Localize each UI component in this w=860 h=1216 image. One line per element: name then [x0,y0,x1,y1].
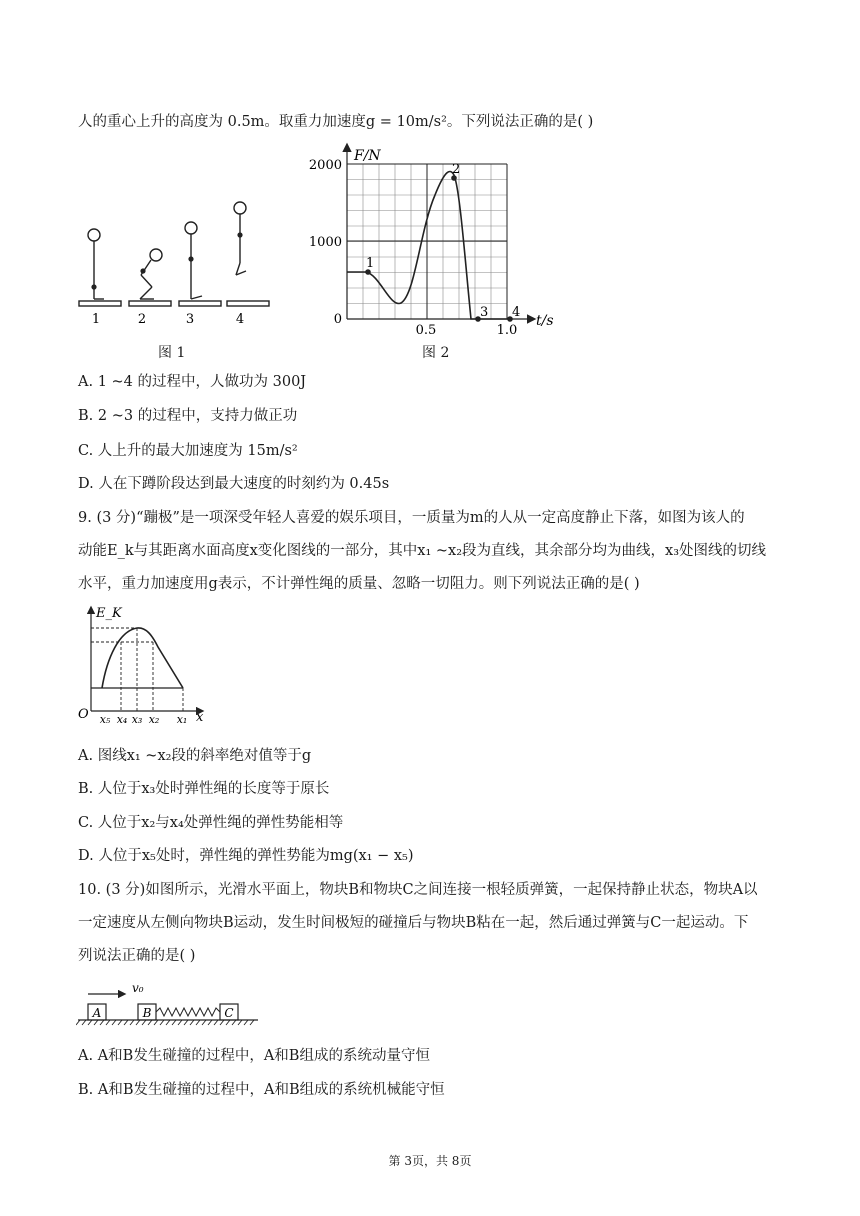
q10-stem-line-3: 列说法正确的是( ) [78,948,196,964]
fig3-origin: O [78,707,89,722]
fig1-label-4: 4 [235,312,245,327]
fig2-xtick-0.5: 0.5 [415,323,437,338]
fig2-ylabel: F/N [354,148,381,164]
fig4-block-a: A [92,1006,102,1020]
q10-option-b: B. A和B发生碰撞的过程中，A和B组成的系统机械能守恒 [78,1082,445,1098]
fig2-xlabel: t/s [536,313,554,329]
fig2-ytick-0: 0 [333,312,342,327]
figure-1-caption: 图 1 [158,345,186,361]
fig3-xtick-x3: x₃ [131,713,143,726]
figure-4-blocks-spring [76,978,266,1030]
fig3-xlabel: x [196,710,204,725]
fig4-block-c: C [224,1006,234,1020]
q9-stem-line-2: 动能E_k与其距离水面高度x变化图线的一部分，其中x₁ ~x₂段为直线，其余部分均为曲线，x₃处图线的切线 [78,543,767,559]
fig1-label-1: 1 [91,312,101,327]
q9-stem-line-3: 水平，重力加速度用g表示，不计弹性绳的质量、忽略一切阻力。则下列说法正确的是( ) [78,576,640,592]
fig3-ylabel: E_K [96,606,122,621]
fig2-ytick-2000: 2000 [308,158,342,173]
page-footer: 第 3页，共 8页 [388,1154,472,1168]
q10-option-a: A. A和B发生碰撞的过程中，A和B组成的系统动量守恒 [78,1048,430,1064]
q8-stem-tail: 人的重心上升的高度为 0.5m。取重力加速度g = 10m/s²。下列说法正确的是( ) [78,114,594,130]
fig2-point-1: 1 [366,256,375,271]
fig3-xtick-x1: x₁ [176,713,188,726]
fig4-velocity-label: v₀ [132,981,144,995]
q8-option-c: C. 人上升的最大加速度为 15m/s² [78,443,298,459]
q8-option-b: B. 2 ~3 的过程中，支持力做正功 [78,408,298,424]
fig3-xtick-x2: x₂ [148,713,160,726]
q9-option-d: D. 人位于x₅处时，弹性绳的弹性势能为mg(x₁ − x₅) [78,848,414,864]
fig1-label-3: 3 [185,312,195,327]
fig2-ytick-1000: 1000 [308,235,342,250]
figure-3-kinetic-energy-graph [74,603,224,728]
q9-option-a: A. 图线x₁ ~x₂段的斜率绝对值等于g [78,748,312,764]
fig2-xtick-1.0: 1.0 [496,323,518,338]
figure-2-caption: 图 2 [422,345,450,361]
q10-stem-line-2: 一定速度从左侧向物块B运动，发生时间极短的碰撞后与物块B粘在一起，然后通过弹簧与C一起运动。下 [78,915,749,931]
q8-option-a: A. 1 ~4 的过程中，人做功为 300J [78,374,307,390]
fig3-xtick-x4: x₄ [116,713,128,726]
q9-option-b: B. 人位于x₃处时弹性绳的长度等于原长 [78,781,330,797]
fig2-point-2: 2 [452,162,461,177]
figure-1-jumper [74,195,274,365]
fig2-point-4: 4 [512,305,521,320]
fig1-label-2: 2 [137,312,147,327]
q9-option-c: C. 人位于x₂与x₄处弹性绳的弹性势能相等 [78,815,344,831]
q9-stem-line-1: 9. (3 分)“蹦极”是一项深受年轻人喜爱的娱乐项目，一质量为m的人从一定高度静止下落，如图为该人的 [78,510,745,526]
fig4-block-b: B [142,1006,152,1020]
q10-stem-line-1: 10. (3 分)如图所示，光滑水平面上，物块B和物块C之间连接一根轻质弹簧，一起保持静止状态，物块A以 [78,882,758,898]
fig3-xtick-x5: x₅ [99,713,111,726]
figure-2-force-time-graph [300,140,570,340]
fig2-point-3: 3 [480,305,489,320]
q8-option-d: D. 人在下蹲阶段达到最大速度的时刻约为 0.45s [78,476,390,492]
